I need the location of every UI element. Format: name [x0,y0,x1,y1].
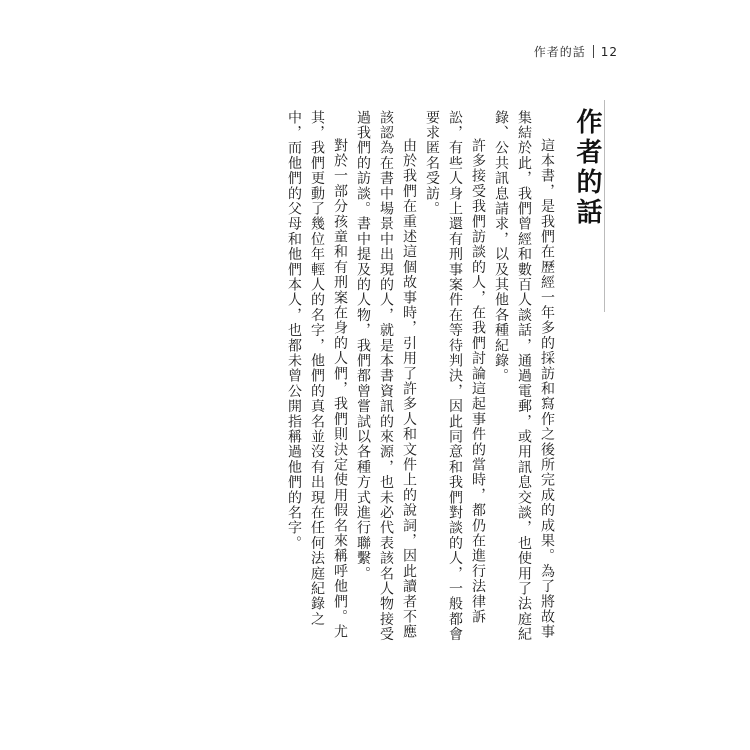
page-number: 12 [600,44,618,59]
paragraph: 許多接受我們訪談的人，在我們討論這起事件的當時，都仍在進行法律訴訟，有些人身上還有刑事案件在等待判決，因此同意和我們對談的人，一般都會要求匿名受訪。 [424,110,486,642]
paragraph: 這本書，是我們在歷經一年多的採訪和寫作之後所完成的成果。為了將故事集結於此，我們曾經和數百人談話，通過電郵，或用訊息交談，也使用了法庭紀錄、公共訊息請求，以及其他各種紀錄。 [493,110,555,642]
body-text [282,110,558,650]
paragraph: 由於我們在重述這個故事時，引用了許多人和文件上的說詞，因此讀者不應該認為在書中場景中出現的人，就是本書資訊的來源，也未必代表該名人物接受過我們的訪談。書中提及的人物，我們都曾嘗試以各種方式進行聯繫。 [355,110,417,642]
running-header [534,43,618,60]
chapter-title: 作者的話 [572,108,602,228]
header-divider [593,45,594,58]
title-rule [604,100,605,312]
paragraph: 對於一部分孩童和有刑案在身的人們，我們則決定使用假名來稱呼他們。尤其，我們更動了幾位年輕人的名字，他們的真名並沒有出現在任何法庭紀錄之中，而他們的父母和他們本人，也都未曾公開指稱過他們的名字。 [286,110,348,640]
header-section-title: 作者的話 [533,45,586,59]
